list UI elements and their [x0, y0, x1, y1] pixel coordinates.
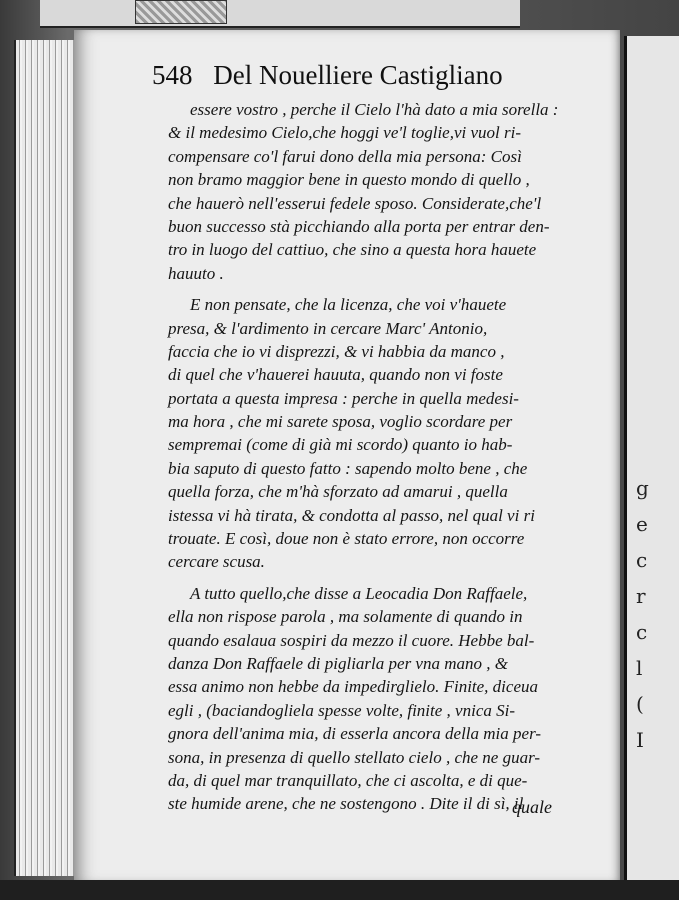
scan-bottom-edge	[0, 880, 679, 900]
text-line: che hauerò nell'esserui fedele sposo. Considerate,che'l	[168, 193, 542, 213]
facing-page-fragment: e	[636, 512, 648, 536]
previous-page-strip	[40, 0, 520, 28]
text-line: quella forza, che m'hà sforzato ad amarui , quella	[168, 482, 508, 502]
facing-page-fragment: c	[636, 620, 648, 644]
text-line: ma hora , che mi sarete sposa, voglio scordare per	[168, 412, 513, 432]
text-line: da, di quel mar tranquillato, che ci ascolta, e di que-	[168, 770, 528, 790]
text-line: sona, in presenza di quello stellato cielo , che ne guar-	[168, 747, 541, 767]
text-line: ella non rispose parola , ma solamente di quando in	[168, 607, 523, 627]
facing-page-fragment: (	[636, 692, 644, 716]
text-line: hauuto .	[168, 263, 224, 283]
text-line: non bramo maggior bene in questo mondo di quello ,	[168, 170, 530, 190]
text-line: cercare scusa.	[168, 552, 265, 572]
facing-page-fragment: c	[636, 548, 648, 572]
text-line: portata a questa impresa : perche in quella medesi-	[168, 388, 519, 408]
body-text	[168, 98, 608, 816]
text-line: sempremai (come di già mi scordo) quanto io hab-	[168, 435, 513, 455]
text-line: essere vostro , perche il Cielo l'hà dato a mia sorella :	[190, 100, 559, 119]
facing-page-fragment: r	[636, 584, 646, 608]
text-line: E non pensate, che la licenza, che voi v'hauete	[190, 295, 507, 315]
text-line: tro in luogo del cattiuo, che sino a questa hora hauete	[168, 240, 537, 260]
text-line: bia saputo di questo fatto : sapendo molto bene , che	[168, 458, 528, 478]
ornament-fragment	[135, 0, 227, 24]
paragraph-gap	[168, 574, 608, 582]
text-line: egli , (baciandogliela spesse volte, finite , vnica Si-	[168, 700, 515, 720]
text-line: quando esalaua sospiri da mezzo il cuore. Hebbe bal-	[168, 630, 535, 650]
text-line: presa, & l'ardimento in cercare Marc' Antonio,	[168, 318, 488, 338]
text-line: istessa vi hà tirata, & condotta al passo, nel qual vi ri	[168, 505, 535, 525]
text-line: di quel che v'hauerei hauuta, quando non vi foste	[168, 365, 503, 385]
text-line: trouate. E così, doue non è stato errore, non occorre	[168, 529, 525, 549]
paragraph-gap	[168, 285, 608, 293]
facing-page-fragment: I	[636, 728, 644, 752]
text-line: gnora dell'anima mia, di esserla ancora della mia per-	[168, 724, 542, 744]
running-header	[152, 60, 592, 100]
text-line: danza Don Raffaele di pigliarla per vna mano , &	[168, 653, 508, 673]
page-number: 548	[152, 60, 193, 90]
text-line: compensare co'l farui dono della mia persona: Così	[168, 146, 522, 166]
catchword: quale	[512, 797, 552, 817]
text-line: essa animo non hebbe da impedirglielo. Finite, diceua	[168, 677, 538, 697]
facing-page-fragment: l	[636, 656, 643, 680]
stacked-page-edges	[14, 40, 82, 876]
text-line: ste humide arene, che ne sostengono . Dite il di sì, il	[168, 794, 524, 814]
running-title: Del Nouelliere Castigliano	[213, 60, 503, 90]
facing-page-text-fragments	[636, 470, 676, 752]
text-line: buon successo stà picchiando alla porta per entrar den-	[168, 216, 550, 236]
text-line: & il medesimo Cielo,che hoggi ve'l toglie,vi vuol ri-	[168, 123, 521, 143]
text-line: A tutto quello,che disse a Leocadia Don Raffaele,	[190, 583, 528, 603]
text-line: faccia che io vi disprezzi, & vi habbia da manco ,	[168, 341, 505, 361]
facing-page-fragment: g	[636, 476, 649, 500]
